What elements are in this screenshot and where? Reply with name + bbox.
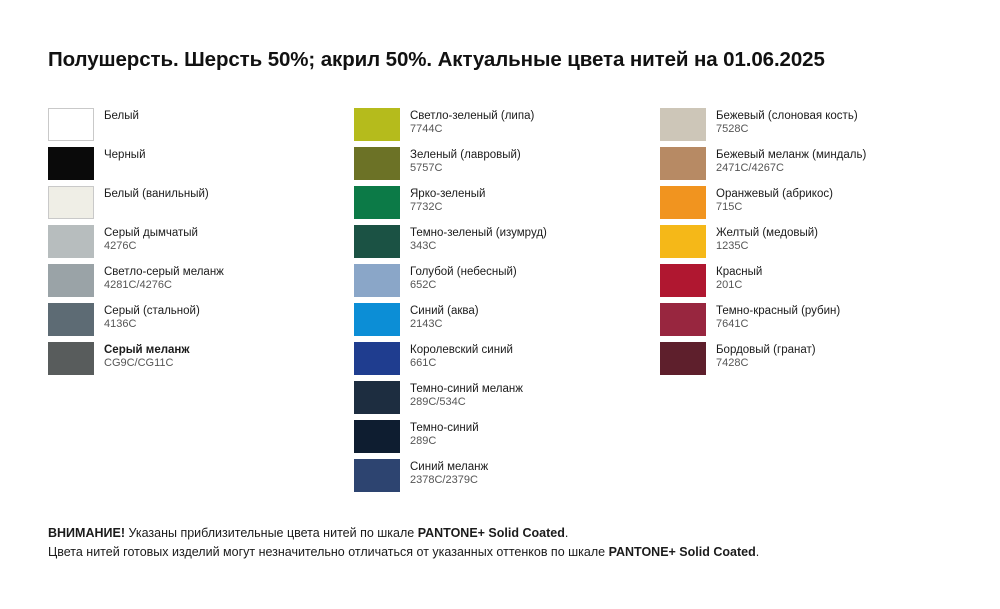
- swatch-name: Голубой (небесный): [410, 266, 517, 278]
- swatch-labels: [94, 225, 198, 253]
- list-item: [354, 459, 660, 498]
- list-item: [354, 420, 660, 459]
- footer-line-2-suffix: .: [755, 545, 760, 559]
- swatch-code: 7528C: [716, 123, 749, 135]
- swatch-name: Белый: [104, 110, 139, 122]
- list-item: [660, 303, 966, 342]
- list-item: [354, 225, 660, 264]
- swatch-name: Синий (аква): [410, 305, 479, 317]
- swatch-labels: [400, 381, 523, 409]
- list-item: [660, 342, 966, 381]
- swatch-labels: [94, 303, 200, 331]
- swatch-name: Серый (стальной): [104, 305, 200, 317]
- swatch-code: 5757C: [410, 162, 443, 174]
- footer-line-1: [48, 524, 968, 543]
- swatch-labels: [400, 264, 517, 292]
- swatch-code: 7428C: [716, 357, 749, 369]
- swatch-code: 2471C/4267C: [716, 162, 784, 174]
- swatch-code: 4281C/4276C: [104, 279, 172, 291]
- footer-line-1-middle: Указаны приблизительные цвета нитей по шкале: [125, 526, 418, 540]
- list-item: [354, 264, 660, 303]
- color-chip: [48, 186, 94, 219]
- swatch-labels: [400, 108, 534, 136]
- color-chip: [48, 225, 94, 258]
- swatch-name: Темно-синий меланж: [410, 383, 523, 395]
- list-item: [354, 147, 660, 186]
- color-chip: [354, 108, 400, 141]
- pantone-label-1: PANTONE+ Solid Coated: [417, 526, 565, 540]
- list-item: [354, 342, 660, 381]
- list-item: [48, 186, 354, 225]
- color-chip: [354, 381, 400, 414]
- color-chip: [660, 186, 706, 219]
- color-chip: [48, 147, 94, 180]
- swatch-code: 2378C/2379C: [410, 474, 478, 486]
- list-item: [48, 225, 354, 264]
- swatch-labels: [94, 186, 209, 201]
- attention-label: ВНИМАНИЕ!: [48, 526, 125, 540]
- swatch-code: CG9C/CG11C: [104, 357, 174, 369]
- list-item: [48, 303, 354, 342]
- swatch-labels: [400, 186, 485, 214]
- swatch-labels: [706, 186, 833, 214]
- list-item: [660, 186, 966, 225]
- swatch-labels: [94, 264, 224, 292]
- page-title: Полушерсть. Шерсть 50%; акрил 50%. Актуальные цвета нитей на 01.06.2025: [48, 48, 825, 71]
- column-warm: [660, 108, 966, 498]
- swatch-code: 7641C: [716, 318, 749, 330]
- swatch-name: Бежевый (слоновая кость): [716, 110, 858, 122]
- swatch-name: Темно-зеленый (изумруд): [410, 227, 547, 239]
- footer-line-1-suffix: .: [564, 526, 569, 540]
- color-chip: [48, 342, 94, 375]
- swatch-name: Белый (ванильный): [104, 188, 209, 200]
- list-item: [48, 342, 354, 381]
- swatch-labels: [400, 303, 479, 331]
- swatch-name: Темно-синий: [410, 422, 479, 434]
- list-item: [48, 147, 354, 186]
- swatch-name: Красный: [716, 266, 763, 278]
- swatch-name: Темно-красный (рубин): [716, 305, 841, 317]
- swatch-code: 661C: [410, 357, 437, 369]
- swatch-name: Желтый (медовый): [716, 227, 818, 239]
- swatch-code: 715C: [716, 201, 743, 213]
- swatch-labels: [94, 342, 190, 370]
- swatch-code: 652C: [410, 279, 437, 291]
- color-chip: [660, 225, 706, 258]
- color-chip: [354, 420, 400, 453]
- swatch-labels: [400, 225, 547, 253]
- color-chip: [48, 303, 94, 336]
- swatch-name: Королевский синий: [410, 344, 513, 356]
- list-item: [354, 303, 660, 342]
- list-item: [48, 108, 354, 147]
- swatch-code: 201C: [716, 279, 743, 291]
- swatch-labels: [706, 303, 840, 331]
- footer-line-2-text: Цвета нитей готовых изделий могут незначительно отличаться от указанных оттенков по шкале: [48, 545, 609, 559]
- swatch-code: 4276C: [104, 240, 137, 252]
- color-chip: [660, 342, 706, 375]
- color-chip: [660, 108, 706, 141]
- swatch-labels: [706, 225, 818, 253]
- color-chip: [354, 342, 400, 375]
- swatch-labels: [400, 342, 513, 370]
- swatch-name: Черный: [104, 149, 146, 161]
- list-item: [48, 264, 354, 303]
- swatch-labels: [400, 420, 479, 448]
- swatch-code: 2143C: [410, 318, 443, 330]
- list-item: [660, 147, 966, 186]
- swatch-labels: [706, 147, 866, 175]
- color-chip: [48, 264, 94, 297]
- swatch-code: 4136C: [104, 318, 137, 330]
- color-chip: [354, 264, 400, 297]
- list-item: [660, 108, 966, 147]
- column-neutrals: [48, 108, 354, 498]
- color-chip: [660, 264, 706, 297]
- list-item: [354, 381, 660, 420]
- swatch-name: Светло-зеленый (липа): [410, 110, 535, 122]
- swatch-columns: [48, 108, 968, 498]
- swatch-name: Бежевый меланж (миндаль): [716, 149, 867, 161]
- swatch-code: 343C: [410, 240, 437, 252]
- column-greens-blues: [354, 108, 660, 498]
- swatch-name: Светло-серый меланж: [104, 266, 224, 278]
- swatch-labels: [706, 108, 858, 136]
- list-item: [660, 225, 966, 264]
- swatch-labels: [706, 264, 762, 292]
- swatch-name: Оранжевый (абрикос): [716, 188, 833, 200]
- color-chip: [354, 147, 400, 180]
- swatch-labels: [706, 342, 816, 370]
- color-chip: [354, 225, 400, 258]
- swatch-labels: [94, 108, 139, 123]
- swatch-name: Ярко-зеленый: [410, 188, 486, 200]
- footer-note: [48, 524, 968, 562]
- swatch-name: Зеленый (лавровый): [410, 149, 521, 161]
- swatch-code: 7744C: [410, 123, 443, 135]
- list-item: [354, 108, 660, 147]
- color-chip: [48, 108, 94, 141]
- color-chip: [354, 459, 400, 492]
- swatch-labels: [94, 147, 146, 162]
- color-chip: [660, 303, 706, 336]
- swatch-labels: [400, 459, 488, 487]
- swatch-code: 7732C: [410, 201, 443, 213]
- swatch-code: 289C/534C: [410, 396, 466, 408]
- swatch-name: Синий меланж: [410, 461, 489, 473]
- pantone-label-2: PANTONE+ Solid Coated: [608, 545, 756, 559]
- footer-line-2: [48, 543, 968, 562]
- color-chip: [660, 147, 706, 180]
- swatch-name: Серый дымчатый: [104, 227, 198, 239]
- color-chip: [354, 186, 400, 219]
- swatch-code: 289C: [410, 435, 437, 447]
- swatch-name: Бордовый (гранат): [716, 344, 816, 356]
- swatch-name: Серый меланж: [104, 344, 190, 356]
- list-item: [354, 186, 660, 225]
- swatch-labels: [400, 147, 521, 175]
- swatch-code: 1235C: [716, 240, 749, 252]
- color-chip: [354, 303, 400, 336]
- list-item: [660, 264, 966, 303]
